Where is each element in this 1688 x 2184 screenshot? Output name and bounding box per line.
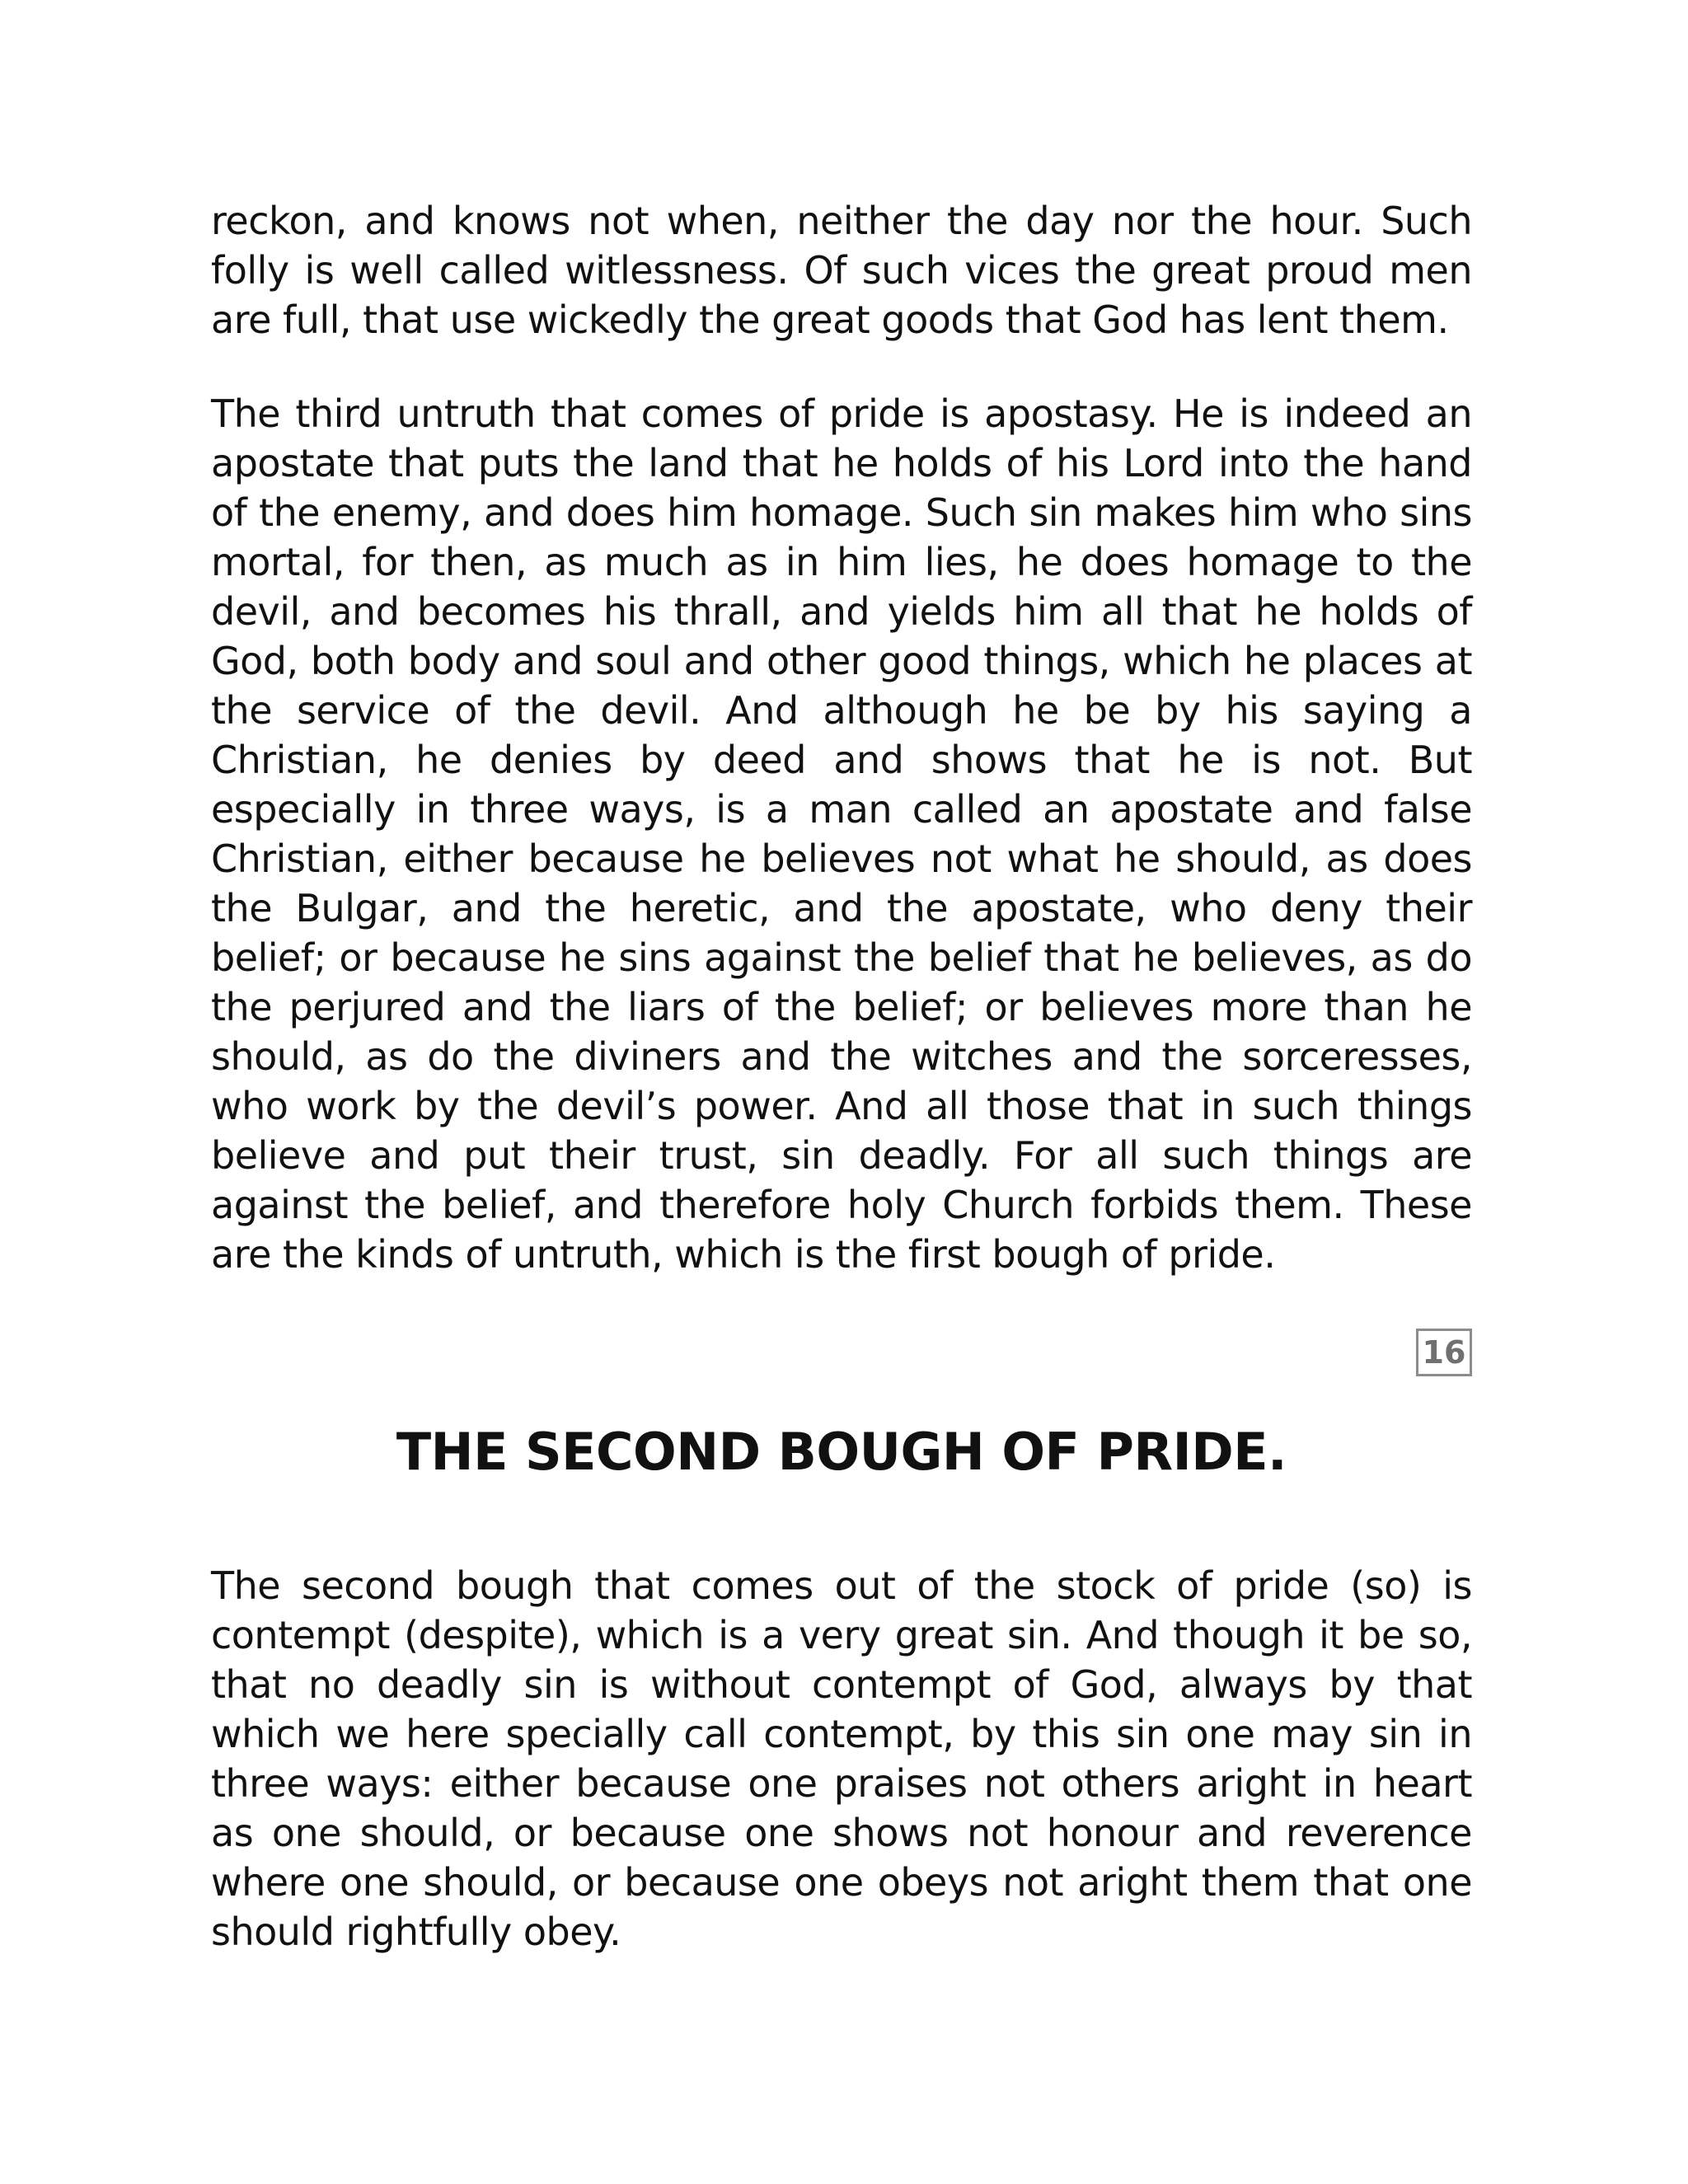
- section-body: [211, 1561, 1472, 1957]
- page-marker-row: [211, 1329, 1472, 1378]
- paragraph-apostasy: The third untruth that comes of pride is apostasy. He is indeed an apostate that puts the land that he holds of his Lord into the hand of the enemy, and does him homage. Such sin makes him who sins mortal, for then, as much as in him lies, he does homage to the devil, and becomes his thrall, and yields him all that he holds of God, both body and soul and other good things, which he places at the service of the devil. And although he be by his saying a Christian, he denies by deed and shows that he is not. But especially in three ways, is a man called an apostate and false Christian, either because he believes not what he should, as does the Bulgar, and the heretic, and the apostate, who deny their belief; or because he sins against the belief that he believes, as do the perjured and the liars of the belief; or believes more than he should, as do the diviners and the witches and the sorceresses, who work by the devil’s power. And all those that in such things believe and put their trust, sin deadly. For all such things are against the belief, and therefore holy Church forbids them. These are the kinds of untruth, which is the first bough of pride.: [211, 391, 1472, 1277]
- page-number-box: 16: [1416, 1329, 1472, 1376]
- paragraph-witlessness: reckon, and knows not when, neither the day nor the hour. Such folly is well called witlessness. Of such vices the great proud men are full, that use wickedly the great goods that God has lent them.: [211, 199, 1472, 342]
- section-title: THE SECOND BOUGH OF PRIDE.: [396, 1422, 1287, 1482]
- paragraph-contempt: The second bough that comes out of the stock of pride (so) is contempt (despite), which is a very great sin. And though it be so, that no deadly sin is without contempt of God, always by that which we here specially call contempt, by this sin one may sin in three ways: either because one praises not others aright in heart as one should, or because one shows not honour and reverence where one should, or because one obeys not aright them that one should rightfully obey.: [211, 1563, 1472, 1954]
- document-page: [211, 196, 1472, 1957]
